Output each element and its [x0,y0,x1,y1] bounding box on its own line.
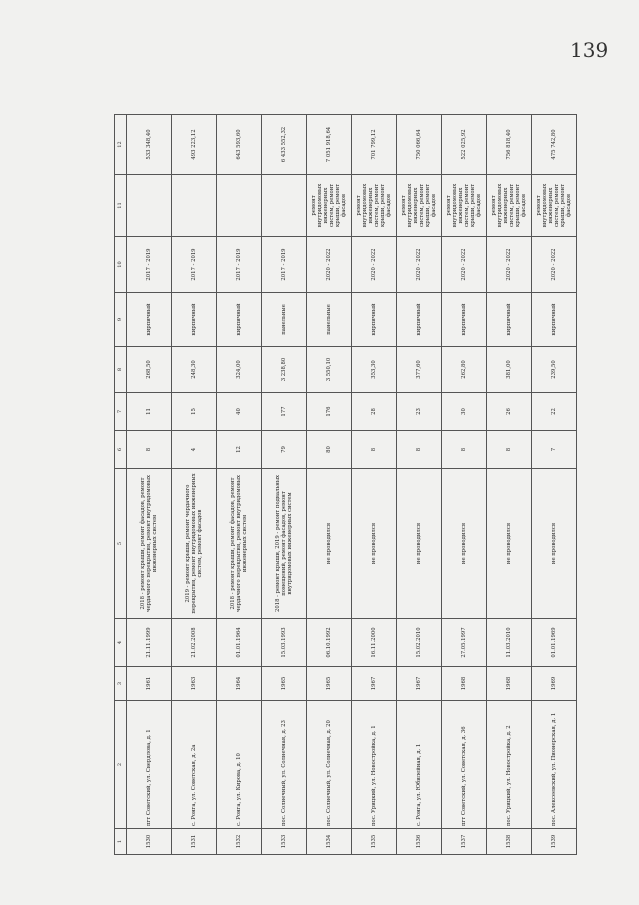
build-year-cell: 1965 [307,667,352,701]
privatization-date-cell: 21.11.1999 [127,619,172,667]
wall-material-cell: кирпичный [397,293,442,347]
area-cell: 353,30 [352,347,397,393]
floors-cell: 8 [442,431,487,469]
column-number: 10 [115,237,127,293]
cost-cell: 6 433 552,32 [262,115,307,175]
area-cell: 268,50 [127,347,172,393]
privatization-date-cell: 27.05.1997 [442,619,487,667]
build-year-cell: 1969 [532,667,577,701]
units-cell: 26 [487,393,532,431]
area-cell: 239,50 [532,347,577,393]
planned-work-cell: ремонт внутридомовых инженерных систем, ремонт крыши, ремонт фасадов [352,175,397,237]
privatization-date-cell: 01.01.1969 [532,619,577,667]
repair-history-cell: не проводился [442,469,487,619]
units-cell: 40 [217,393,262,431]
units-cell: 28 [352,393,397,431]
wall-material-cell: кирпичный [127,293,172,347]
cost-cell: 643 593,60 [217,115,262,175]
planned-work-cell: ремонт внутридомовых инженерных систем, ремонт крыши, ремонт фасадов [307,175,352,237]
wall-material-cell: кирпичный [487,293,532,347]
wall-material-cell: панельные [262,293,307,347]
address-cell: пос. Урицкий, ул. Новостройка, д. 2 [487,701,532,829]
address-cell: с. Ронга, ул. Советская, д. 2а [172,701,217,829]
wall-material-cell: панельные [307,293,352,347]
table-row [127,115,172,855]
planned-work-cell: ремонт внутридомовых инженерных систем, ремонт крыши, ремонт фасадов [442,175,487,237]
repair-period-cell: 2020 - 2022 [397,237,442,293]
units-cell: 177 [262,393,307,431]
repair-history-cell: не проводился [532,469,577,619]
column-number: 9 [115,293,127,347]
build-year-cell: 1967 [397,667,442,701]
privatization-date-cell: 06.10.1992 [307,619,352,667]
row-number-cell: 1539 [532,829,577,855]
address-cell: пгт Советский, ул. Советская, д. 36 [442,701,487,829]
planned-work-cell [127,175,172,237]
floors-cell: 79 [262,431,307,469]
table-row [217,115,262,855]
table-row [352,115,397,855]
repair-period-cell: 2017 - 2019 [172,237,217,293]
row-number-cell: 1537 [442,829,487,855]
build-year-cell: 1963 [172,667,217,701]
row-number-cell: 1534 [307,829,352,855]
table-row [487,115,532,855]
area-cell: 248,30 [172,347,217,393]
wall-material-cell: кирпичный [172,293,217,347]
units-cell: 23 [397,393,442,431]
repair-period-cell: 2020 - 2022 [487,237,532,293]
units-cell: 30 [442,393,487,431]
table-row [442,115,487,855]
column-number: 4 [115,619,127,667]
repair-history-cell: не проводился [352,469,397,619]
build-year-cell: 1964 [217,667,262,701]
repair-history-cell: не проводился [397,469,442,619]
build-year-cell: 1961 [127,667,172,701]
privatization-date-cell: 15.02.2010 [397,619,442,667]
address-cell: пос. Солнечный, ул. Солнечная, д. 23 [262,701,307,829]
address-cell: с. Ронга, ул. Юбилейная, д. 1 [397,701,442,829]
row-number-cell: 1531 [172,829,217,855]
address-cell: пгт Советский, ул. Свердлова, д. 1 [127,701,172,829]
floors-cell: 7 [532,431,577,469]
repair-history-cell: не проводился [487,469,532,619]
repair-history-cell: 2018 - ремонт крыши, ремонт фасадов, ремонт чердачного перекрытия, ремонт внутридомовых инженерных систем [217,469,262,619]
repair-period-cell: 2020 - 2022 [352,237,397,293]
row-number-cell: 1536 [397,829,442,855]
cost-cell: 533 348,40 [127,115,172,175]
cost-cell: 522 025,92 [442,115,487,175]
repair-period-cell: 2020 - 2022 [532,237,577,293]
units-cell: 176 [307,393,352,431]
floors-cell: 8 [352,431,397,469]
units-cell: 11 [127,393,172,431]
repair-period-cell: 2020 - 2022 [307,237,352,293]
page-number: 139 [570,38,609,62]
repair-history-cell: 2018 - ремонт крыши, 2019 - ремонт подвальных помещений, ремонт фасадов, ремонт внутридомовых инженерных систем [262,469,307,619]
cost-cell: 7 051 918,64 [307,115,352,175]
repair-period-cell: 2017 - 2019 [127,237,172,293]
planned-work-cell: ремонт внутридомовых инженерных систем, ремонт крыши, ремонт фасадов [397,175,442,237]
cost-cell: 756 818,40 [487,115,532,175]
floors-cell: 8 [397,431,442,469]
planned-work-cell [217,175,262,237]
column-number: 6 [115,431,127,469]
row-number-cell: 1538 [487,829,532,855]
floors-cell: 8 [127,431,172,469]
cost-cell: 475 742,80 [532,115,577,175]
wall-material-cell: кирпичный [442,293,487,347]
area-cell: 324,00 [217,347,262,393]
wall-material-cell: кирпичный [532,293,577,347]
floors-cell: 8 [487,431,532,469]
wall-material-cell: кирпичный [352,293,397,347]
floors-cell: 4 [172,431,217,469]
table-row [172,115,217,855]
address-cell: с. Ронга, ул. Кирова, д. 10 [217,701,262,829]
build-year-cell: 1968 [487,667,532,701]
housing-repair-table [114,114,577,855]
privatization-date-cell: 15.03.1993 [262,619,307,667]
column-number: 8 [115,347,127,393]
planned-work-cell [262,175,307,237]
table-row [262,115,307,855]
repair-period-cell: 2020 - 2022 [442,237,487,293]
row-number-cell: 1532 [217,829,262,855]
column-number: 2 [115,701,127,829]
repair-period-cell: 2017 - 2019 [262,237,307,293]
build-year-cell: 1967 [352,667,397,701]
units-cell: 22 [532,393,577,431]
column-number-row [115,115,127,855]
planned-work-cell: ремонт внутридомовых инженерных систем, ремонт крыши, ремонт фасадов [532,175,577,237]
row-number-cell: 1535 [352,829,397,855]
floors-cell: 80 [307,431,352,469]
repair-history-cell: 2018 - ремонт крыши, ремонт фасадов, ремонт чердачного перекрытия, ремонт внутридомовых инженерных систем [127,469,172,619]
area-cell: 381,00 [487,347,532,393]
area-cell: 262,80 [442,347,487,393]
area-cell: 3 550,10 [307,347,352,393]
column-number: 3 [115,667,127,701]
privatization-date-cell: 16.11.2000 [352,619,397,667]
address-cell: пос. Алексеевский, ул. Пионерская, д. 1 [532,701,577,829]
repair-period-cell: 2017 - 2019 [217,237,262,293]
cost-cell: 493 223,12 [172,115,217,175]
row-number-cell: 1533 [262,829,307,855]
column-number: 1 [115,829,127,855]
row-number-cell: 1530 [127,829,172,855]
table-row [397,115,442,855]
build-year-cell: 1968 [442,667,487,701]
address-cell: пос. Урицкий, ул. Новостройка, д. 1 [352,701,397,829]
repair-history-cell: 2019 - ремонт крыши, ремонт чердачного перекрытия, ремонт внутридомовых инженерных систем, ремонт фасадов [172,469,217,619]
address-cell: пос. Солнечный, ул. Солнечная, д. 20 [307,701,352,829]
column-number: 7 [115,393,127,431]
column-number: 11 [115,175,127,237]
repair-history-cell: не проводился [307,469,352,619]
cost-cell: 750 066,64 [397,115,442,175]
cost-cell: 701 799,12 [352,115,397,175]
privatization-date-cell: 11.03.2010 [487,619,532,667]
planned-work-cell: ремонт внутридомовых инженерных систем, ремонт крыши, ремонт фасадов [487,175,532,237]
column-number: 12 [115,115,127,175]
units-cell: 15 [172,393,217,431]
build-year-cell: 1965 [262,667,307,701]
table-body [127,115,577,855]
column-number: 5 [115,469,127,619]
area-cell: 377,60 [397,347,442,393]
rotated-table-container [114,115,573,855]
floors-cell: 12 [217,431,262,469]
table-row [532,115,577,855]
privatization-date-cell: 21.02.2008 [172,619,217,667]
area-cell: 3 238,80 [262,347,307,393]
wall-material-cell: кирпичный [217,293,262,347]
privatization-date-cell: 01.01.1964 [217,619,262,667]
table-row [307,115,352,855]
planned-work-cell [172,175,217,237]
